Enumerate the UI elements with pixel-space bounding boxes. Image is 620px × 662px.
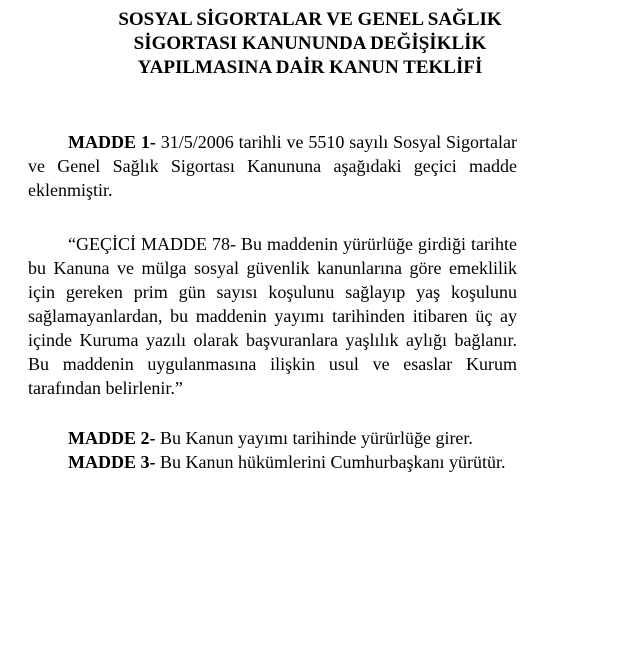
article-3-heading: MADDE 3- — [68, 452, 156, 472]
article-1-text: 31/5/2006 tarihli ve 5510 sayılı Sosyal Sigortalar ve Genel Sağlık Sigortası Kanununa aşağıdaki geçici madde eklenmiştir. — [28, 132, 517, 200]
article-2-heading: MADDE 2- — [68, 428, 156, 448]
title-line-1: SOSYAL SİGORTALAR VE GENEL SAĞLIK — [118, 9, 502, 30]
title-line-2: SİGORTASI KANUNUNDA DEĞİŞİKLİK — [133, 33, 487, 54]
article-3-text: Bu Kanun hükümlerini Cumhurbaşkanı yürütür. — [155, 452, 506, 472]
article-2-text: Bu Kanun yayımı tarihinde yürürlüğe girer. — [155, 428, 473, 448]
article-1-heading: MADDE 1- — [68, 132, 156, 152]
provisional-article-text: “GEÇİCİ MADDE 78- Bu maddenin yürürlüğe girdiği tarihte bu Kanuna ve mülga sosyal güvenlik kanunlarına göre emeklilik için gereken prim gün sayısı koşulunu sağlayıp yaş koşulunu sağlamayanlardan, bu maddenin yayımı tarihinden itibaren üç ay içinde Kuruma yazılı olarak başvuranlara yaşlılık aylığı bağlanır. Bu maddenin uygulanmasına ilişkin usul ve esaslar Kurum tarafından belirlenir.” — [28, 234, 517, 398]
article-1 — [28, 130, 517, 202]
closing-articles — [68, 426, 557, 474]
article-3 — [28, 450, 557, 474]
article-2 — [28, 426, 557, 450]
provisional-article-78 — [28, 232, 517, 400]
title-line-3: YAPILMASINA DAİR KANUN TEKLİFİ — [137, 57, 483, 78]
document-title — [40, 8, 580, 80]
